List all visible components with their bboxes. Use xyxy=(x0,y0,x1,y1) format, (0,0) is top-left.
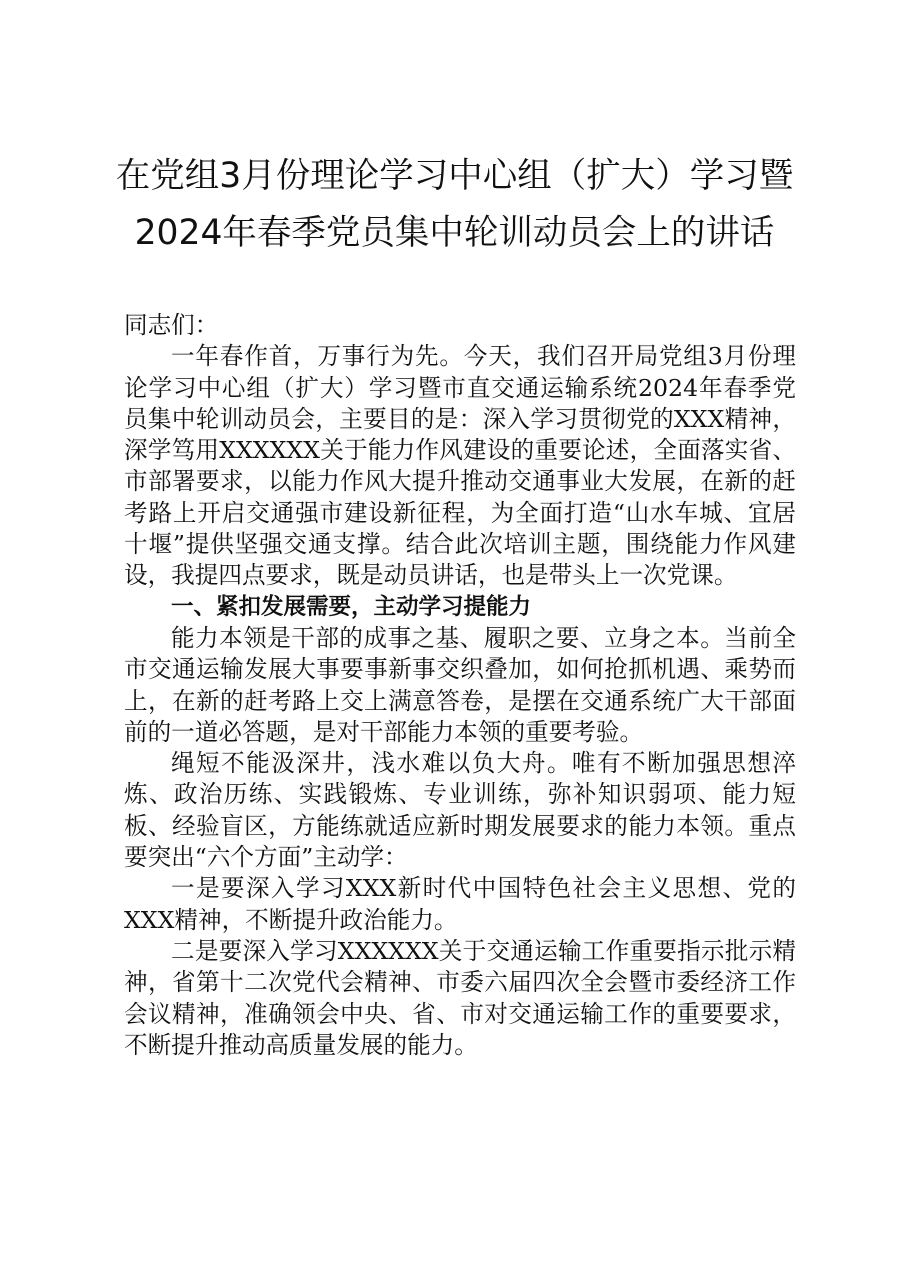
salutation: 同志们： xyxy=(124,311,219,339)
document-body xyxy=(124,310,796,1061)
title-line-2: 2024年春季党员集中轮训动员会上的讲话 xyxy=(134,213,775,253)
section-heading-1: 一、紧扣发展需要，主动学习提能力 xyxy=(171,593,532,620)
paragraph-ability: 能力本领是干部的成事之基、履职之要、立身之本。当前全市交通运输发展大事要事新事交织叠加，如何抢抓机遇、乘势而上，在新的赶考路上交上满意答卷，是摆在交通系统广大干部面前的一道必答题，是对干部能力本领的重要考验。 xyxy=(124,623,796,746)
paragraph-point-1: 一是要深入学习XXX新时代中国特色社会主义思想、党的XXX精神，不断提升政治能力。 xyxy=(124,874,796,934)
paragraph-proverb: 绳短不能汲深井，浅水难以负大舟。唯有不断加强思想淬炼、政治历练、实践锻炼、专业训练，弥补知识弱项、能力短板、经验盲区，方能练就适应新时期发展要求的能力本领。重点要突出“六个方面”主动学： xyxy=(124,749,796,872)
title-line-1: 在党组3月份理论学习中心组（扩大）学习暨 xyxy=(115,156,794,196)
paragraph-point-2: 二是要深入学习XXXXXX关于交通运输工作重要指示批示精神，省第十二次党代会精神、市委六届四次全会暨市委经济工作会议精神，准确领会中央、省、市对交通运输工作的重要要求，不断提升推动高质量发展的能力。 xyxy=(124,936,796,1059)
document-title xyxy=(100,148,809,262)
paragraph-intro: 一年春作首，万事行为先。今天，我们召开局党组3月份理论学习中心组（扩大）学习暨市直交通运输系统2024年春季党员集中轮训动员会，主要目的是：深入学习贯彻党的XXX精神，深学笃用XXXXXX关于能力作风建设的重要论述，全面落实省、市部署要求，以能力作风大提升推动交通事业大发展，在新的赶考路上开启交通强市建设新征程，为全面打造“山水车城、宜居十堰”提供坚强交通支撑。结合此次培训主题，围绕能力作风建设，我提四点要求，既是动员讲话，也是带头上一次党课。 xyxy=(124,342,796,590)
